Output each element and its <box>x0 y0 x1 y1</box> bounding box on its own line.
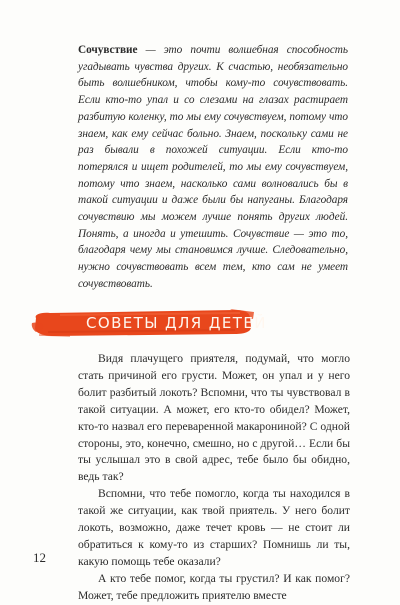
advice-paragraph-3: А кто тебе помог, когда ты грустил? И как помог? Может, тебе предложить приятелю вместе <box>78 571 350 602</box>
advice-paragraph-2: Вспомни, что тебе помогло, когда ты находился в такой же ситуации, как твой приятель. У него болит локоть, возможно, даже течет кровь — не стоит ли обратиться к кому-то из старших? Помнишь ли ты, какую помощь тебе оказали? <box>78 487 350 568</box>
page-number: 12 <box>33 550 46 565</box>
banner-title: СОВЕТЫ ДЛЯ ДЕТЕЙ <box>86 314 267 332</box>
advice-text <box>78 351 350 605</box>
intro-paragraph <box>78 42 348 293</box>
advice-paragraph-1: Видя плачущего приятеля, подумай, что могло стать причиной его грусти. Может, он упал и у него болит разбитый локоть? Вспомни, что ты чувствовал в такой ситуации. А может, его кто-то обидел? Может, кто-то назвал его переваренной макарониной? С одной стороны, это, конечно, смешно, но с другой… Если бы ты услышал это в свой адрес, тебе было бы обидно, ведь так? <box>78 352 350 484</box>
intro-term: Сочувствие <box>78 44 138 56</box>
intro-text: — это почти волшебная способность угадывать чувства других. К счастью, необязательно быть волшебником, чтобы кому-то сочувствовать. Если кто-то упал и со слезами на глазах растирает разбитую коленку, то мы ему сочувствуем, потому что знаем, как ему сейчас больно. Знаем, поскольку сами не раз бывали в похожей ситуации. Если кто-то потерялся и ищет родителей, то мы ему сочувствуем, потому что знаем, насколько сами волновались бы в такой ситуации и даже были бы напуганы. Благодаря сочувствию мы можем лучше понять других людей. Понять, а иногда и утешить. Сочувствие — это то, благодаря чему мы становимся лучше. Следовательно, нужно сочувствовать всем тем, кто сам не умеет сочувствовать. <box>78 44 348 290</box>
tips-banner <box>30 305 267 339</box>
